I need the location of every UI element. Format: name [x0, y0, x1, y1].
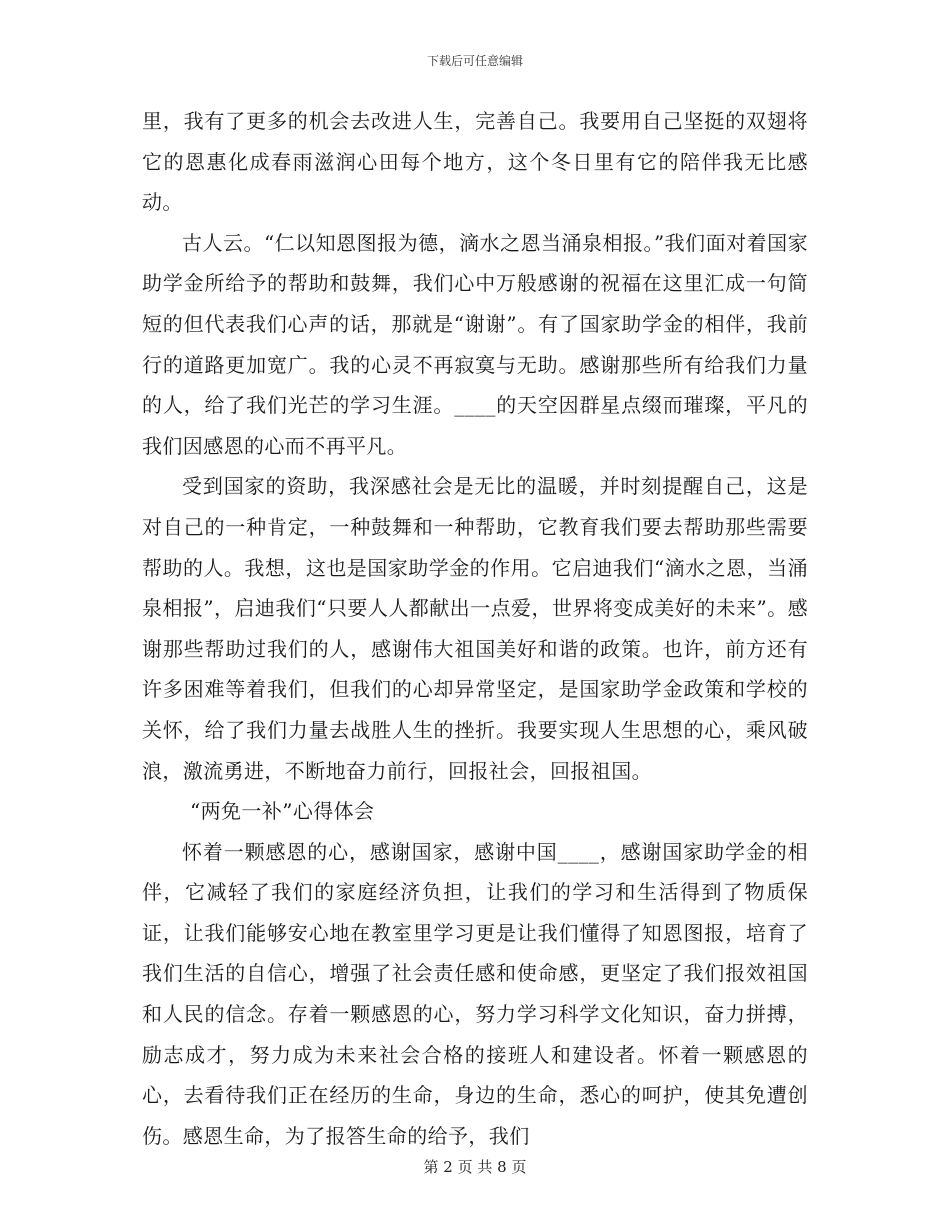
document-body [142, 101, 808, 1156]
section-heading: “两免一补”心得体会 [190, 799, 375, 824]
paragraph-grateful-heart: 怀着一颗感恩的心，感谢国家，感谢中国____，感谢国家助学金的相伴，它减轻了我们的家庭经济负担，让我们的学习和生活得到了物质保证，让我们能够安心地在教室里学习更是让我们懂得了知恩图报，培育了我们生活的自信心，增强了社会责任感和使命感，更坚定了我们报效祖国和人民的信念。存着一颗感恩的心，努力学习科学文化知识，奋力拼搏，励志成才，努力成为未来社会合格的接班人和建设者。怀着一颗感恩的心，去看待我们正在经历的生命，身边的生命，悉心的呵护，使其免遭创伤。感恩生命，为了报答生命的给予，我们 [142, 839, 808, 1148]
page-header-note: 下载后可任意编辑 [426, 54, 523, 68]
paragraph-state-aid: 受到国家的资助，我深感社会是无比的温暖，并时刻提醒自己，这是对自己的一种肯定，一种鼓舞和一种帮助，它教育我们要去帮助那些需要帮助的人。我想，这也是国家助学金的作用。它启迪我们“滴水之恩，当涌泉相报”，启迪我们“只要人人都献出一点爱，世界将变成美好的未来”。感谢那些帮助过我们的人，感谢伟大祖国美好和谐的政策。也许，前方还有许多困难等着我们，但我们的心却异常坚定，是国家助学金政策和学校的关怀，给了我们力量去战胜人生的挫折。我要实现人生思想的心，乘风破浪，激流勇进，不断地奋力前行，回报社会，回报祖国。 [142, 474, 808, 783]
paragraph-continuation: 里，我有了更多的机会去改进人生，完善自己。我要用自己坚挺的双翅将它的恩惠化成春雨滋润心田每个地方，这个冬日里有它的陪伴我无比感动。 [142, 109, 808, 215]
paragraph-gratitude-quote: 古人云。“仁以知恩图报为德，滴水之恩当涌泉相报。”我们面对着国家助学金所给予的帮助和鼓舞，我们心中万般感谢的祝福在这里汇成一句简短的但代表我们心声的话，那就是“谢谢”。有了国家助学金的相伴，我前行的道路更加宽广。我的心灵不再寂寞与无助。感谢那些所有给我们力量的人，给了我们光芒的学习生涯。____的天空因群星点缀而璀璨，平凡的我们因感恩的心而不再平凡。 [142, 230, 808, 458]
page-number: 第 2 页 共 8 页 [423, 1158, 527, 1176]
